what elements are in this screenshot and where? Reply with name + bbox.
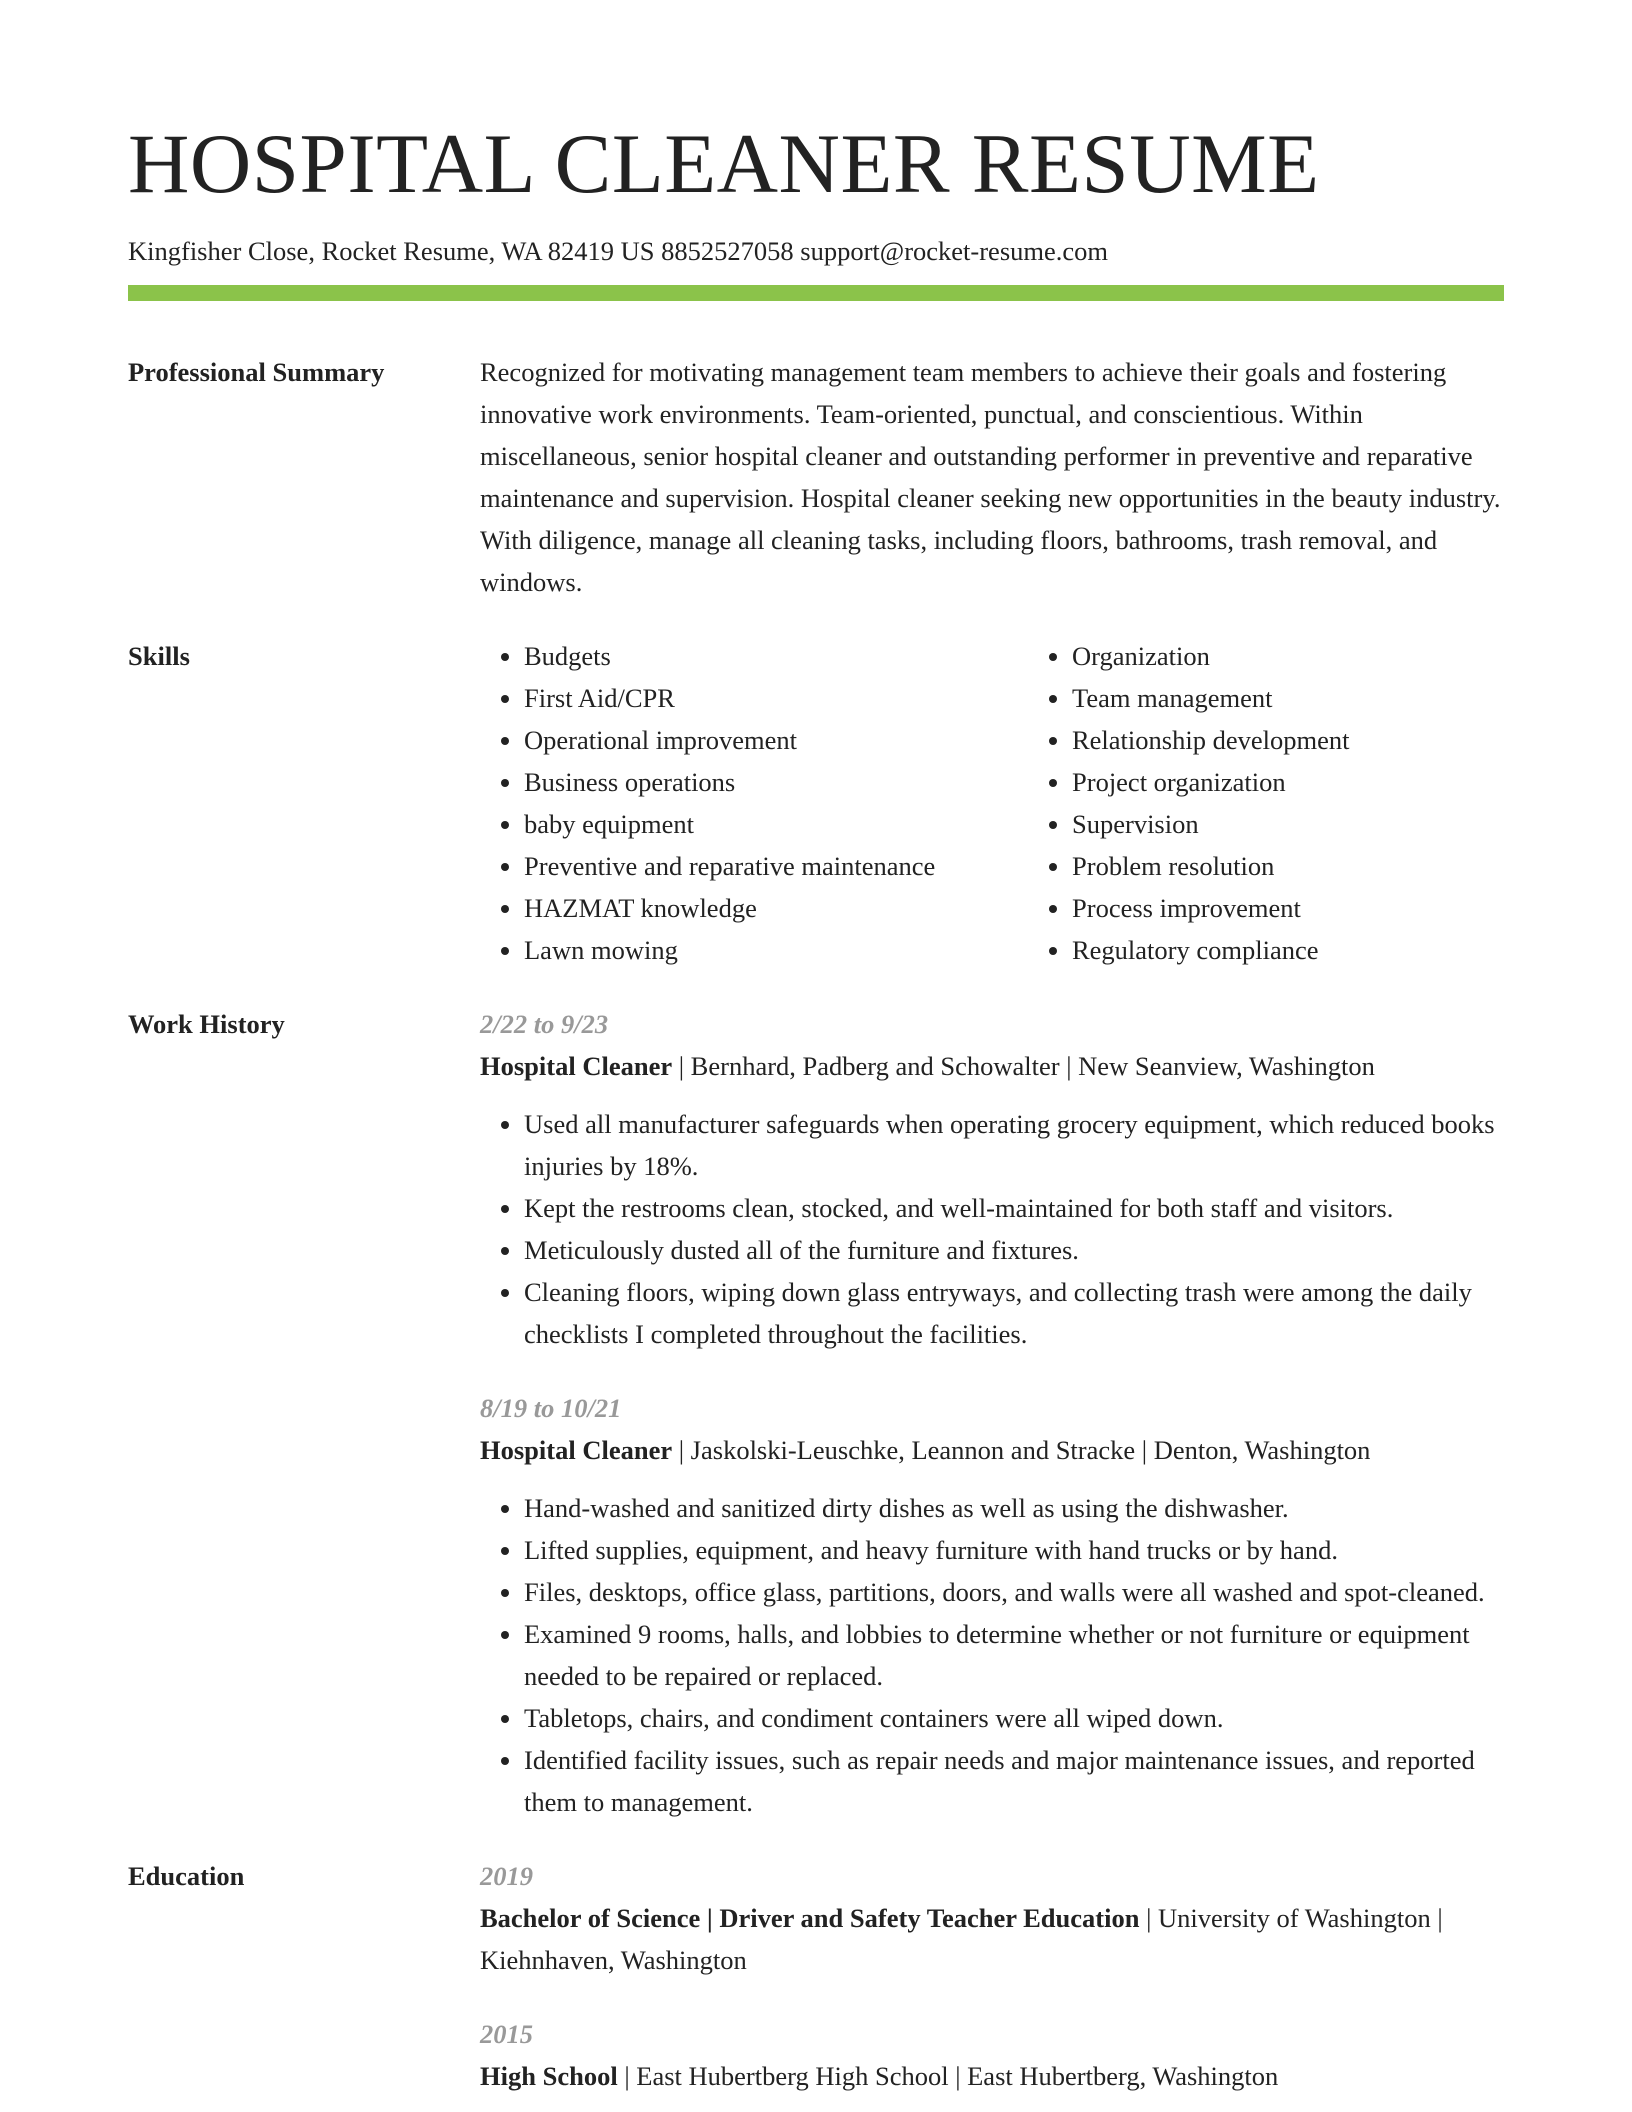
job-title: Hospital Cleaner xyxy=(480,1434,673,1465)
job-heading xyxy=(480,1045,1504,1087)
contact-address: Kingfisher Close, Rocket Resume, WA 82419 US xyxy=(128,235,655,266)
education-degree: Bachelor of Science | Driver and Safety Teacher Education xyxy=(480,1902,1140,1933)
job-date: 2/22 to 9/23 xyxy=(480,1008,609,1039)
skill-item: • Supervision xyxy=(1072,803,1504,845)
education-entry xyxy=(480,1855,1504,1981)
skill-item: • Operational improvement xyxy=(524,719,1028,761)
education-heading-line xyxy=(480,2055,1504,2097)
education-entry xyxy=(480,2013,1504,2097)
skill-item: • Regulatory compliance xyxy=(1072,929,1504,971)
education-degree: High School xyxy=(480,2060,618,2091)
resume-title: HOSPITAL CLEANER RESUME xyxy=(128,117,1320,211)
job-bullet: • Tabletops, chairs, and condiment containers were all wiped down. xyxy=(524,1697,1504,1739)
job-details: | Bernhard, Padberg and Schowalter | New Seanview, Washington xyxy=(672,1050,1375,1081)
work-history-heading: Work History xyxy=(128,1008,285,1039)
contact-phone: 8852527058 xyxy=(661,235,794,266)
job-details: | Jaskolski-Leuschke, Leannon and Stracke | Denton, Washington xyxy=(672,1434,1371,1465)
job-bullet: • Kept the restrooms clean, stocked, and well-maintained for both staff and visitors. xyxy=(524,1187,1504,1229)
job-title: Hospital Cleaner xyxy=(480,1050,673,1081)
job-heading xyxy=(480,1429,1504,1471)
skills-list-left xyxy=(480,635,1028,971)
education-details: | University of Washington | Kiehnhaven, Washington xyxy=(480,1902,1443,1975)
skill-item: • Relationship development xyxy=(1072,719,1504,761)
job-bullet: • Hand-washed and sanitized dirty dishes as well as using the dishwasher. xyxy=(524,1487,1504,1529)
resume-page xyxy=(128,118,1504,2097)
job-bullet: • Used all manufacturer safeguards when operating grocery equipment, which reduced books injuries by 18%. xyxy=(524,1103,1504,1187)
skill-item: • First Aid/CPR xyxy=(524,677,1028,719)
header-divider xyxy=(128,285,1504,301)
skill-item: • Team management xyxy=(1072,677,1504,719)
job-entry xyxy=(480,1387,1504,1823)
skills-heading: Skills xyxy=(128,640,190,671)
skill-item: • Business operations xyxy=(524,761,1028,803)
skill-item: • Process improvement xyxy=(1072,887,1504,929)
skill-item: • Lawn mowing xyxy=(524,929,1028,971)
education-heading-line xyxy=(480,1897,1504,1981)
education-heading: Education xyxy=(128,1860,245,1891)
summary-section xyxy=(128,351,1504,603)
education-date: 2019 xyxy=(480,1860,533,1891)
skill-item: • HAZMAT knowledge xyxy=(524,887,1028,929)
education-section xyxy=(128,1855,1504,2097)
job-date: 8/19 to 10/21 xyxy=(480,1392,622,1423)
skills-section xyxy=(128,635,1504,971)
job-entry xyxy=(480,1003,1504,1355)
skill-item: • Project organization xyxy=(1072,761,1504,803)
skills-list-right xyxy=(1028,635,1504,971)
education-date: 2015 xyxy=(480,2018,533,2049)
education-details: | East Hubertberg High School | East Hubertberg, Washington xyxy=(617,2060,1279,2091)
summary-heading: Professional Summary xyxy=(128,356,385,387)
job-bullets xyxy=(480,1103,1504,1355)
job-bullet: • Examined 9 rooms, halls, and lobbies to determine whether or not furniture or equipment needed to be repaired or replaced. xyxy=(524,1613,1504,1697)
skill-item: • baby equipment xyxy=(524,803,1028,845)
job-bullet: • Identified facility issues, such as repair needs and major maintenance issues, and reported them to management. xyxy=(524,1739,1504,1823)
job-bullets xyxy=(480,1487,1504,1823)
summary-text: Recognized for motivating management team members to achieve their goals and fostering innovative work environments. Team-oriented, punctual, and conscientious. Within miscellaneous, senior hospital cleaner and outstanding performer in preventive and reparative maintenance and supervision. Hospital cleaner seeking new opportunities in the beauty industry. With diligence, manage all cleaning tasks, including floors, bathrooms, trash removal, and windows. xyxy=(480,356,1501,597)
job-bullet: • Meticulously dusted all of the furniture and fixtures. xyxy=(524,1229,1504,1271)
skill-item: • Preventive and reparative maintenance xyxy=(524,845,1028,887)
skill-item: • Budgets xyxy=(524,635,1028,677)
job-bullet: • Cleaning floors, wiping down glass entryways, and collecting trash were among the daily checklists I completed throughout the facilities. xyxy=(524,1271,1504,1355)
job-bullet: • Lifted supplies, equipment, and heavy furniture with hand trucks or by hand. xyxy=(524,1529,1504,1571)
skill-item: • Organization xyxy=(1072,635,1504,677)
work-history-section xyxy=(128,1003,1504,1823)
skill-item: • Problem resolution xyxy=(1072,845,1504,887)
contact-email: support@rocket-resume.com xyxy=(800,235,1109,266)
job-bullet: • Files, desktops, office glass, partitions, doors, and walls were all washed and spot-cleaned. xyxy=(524,1571,1504,1613)
contact-line xyxy=(128,234,1504,268)
